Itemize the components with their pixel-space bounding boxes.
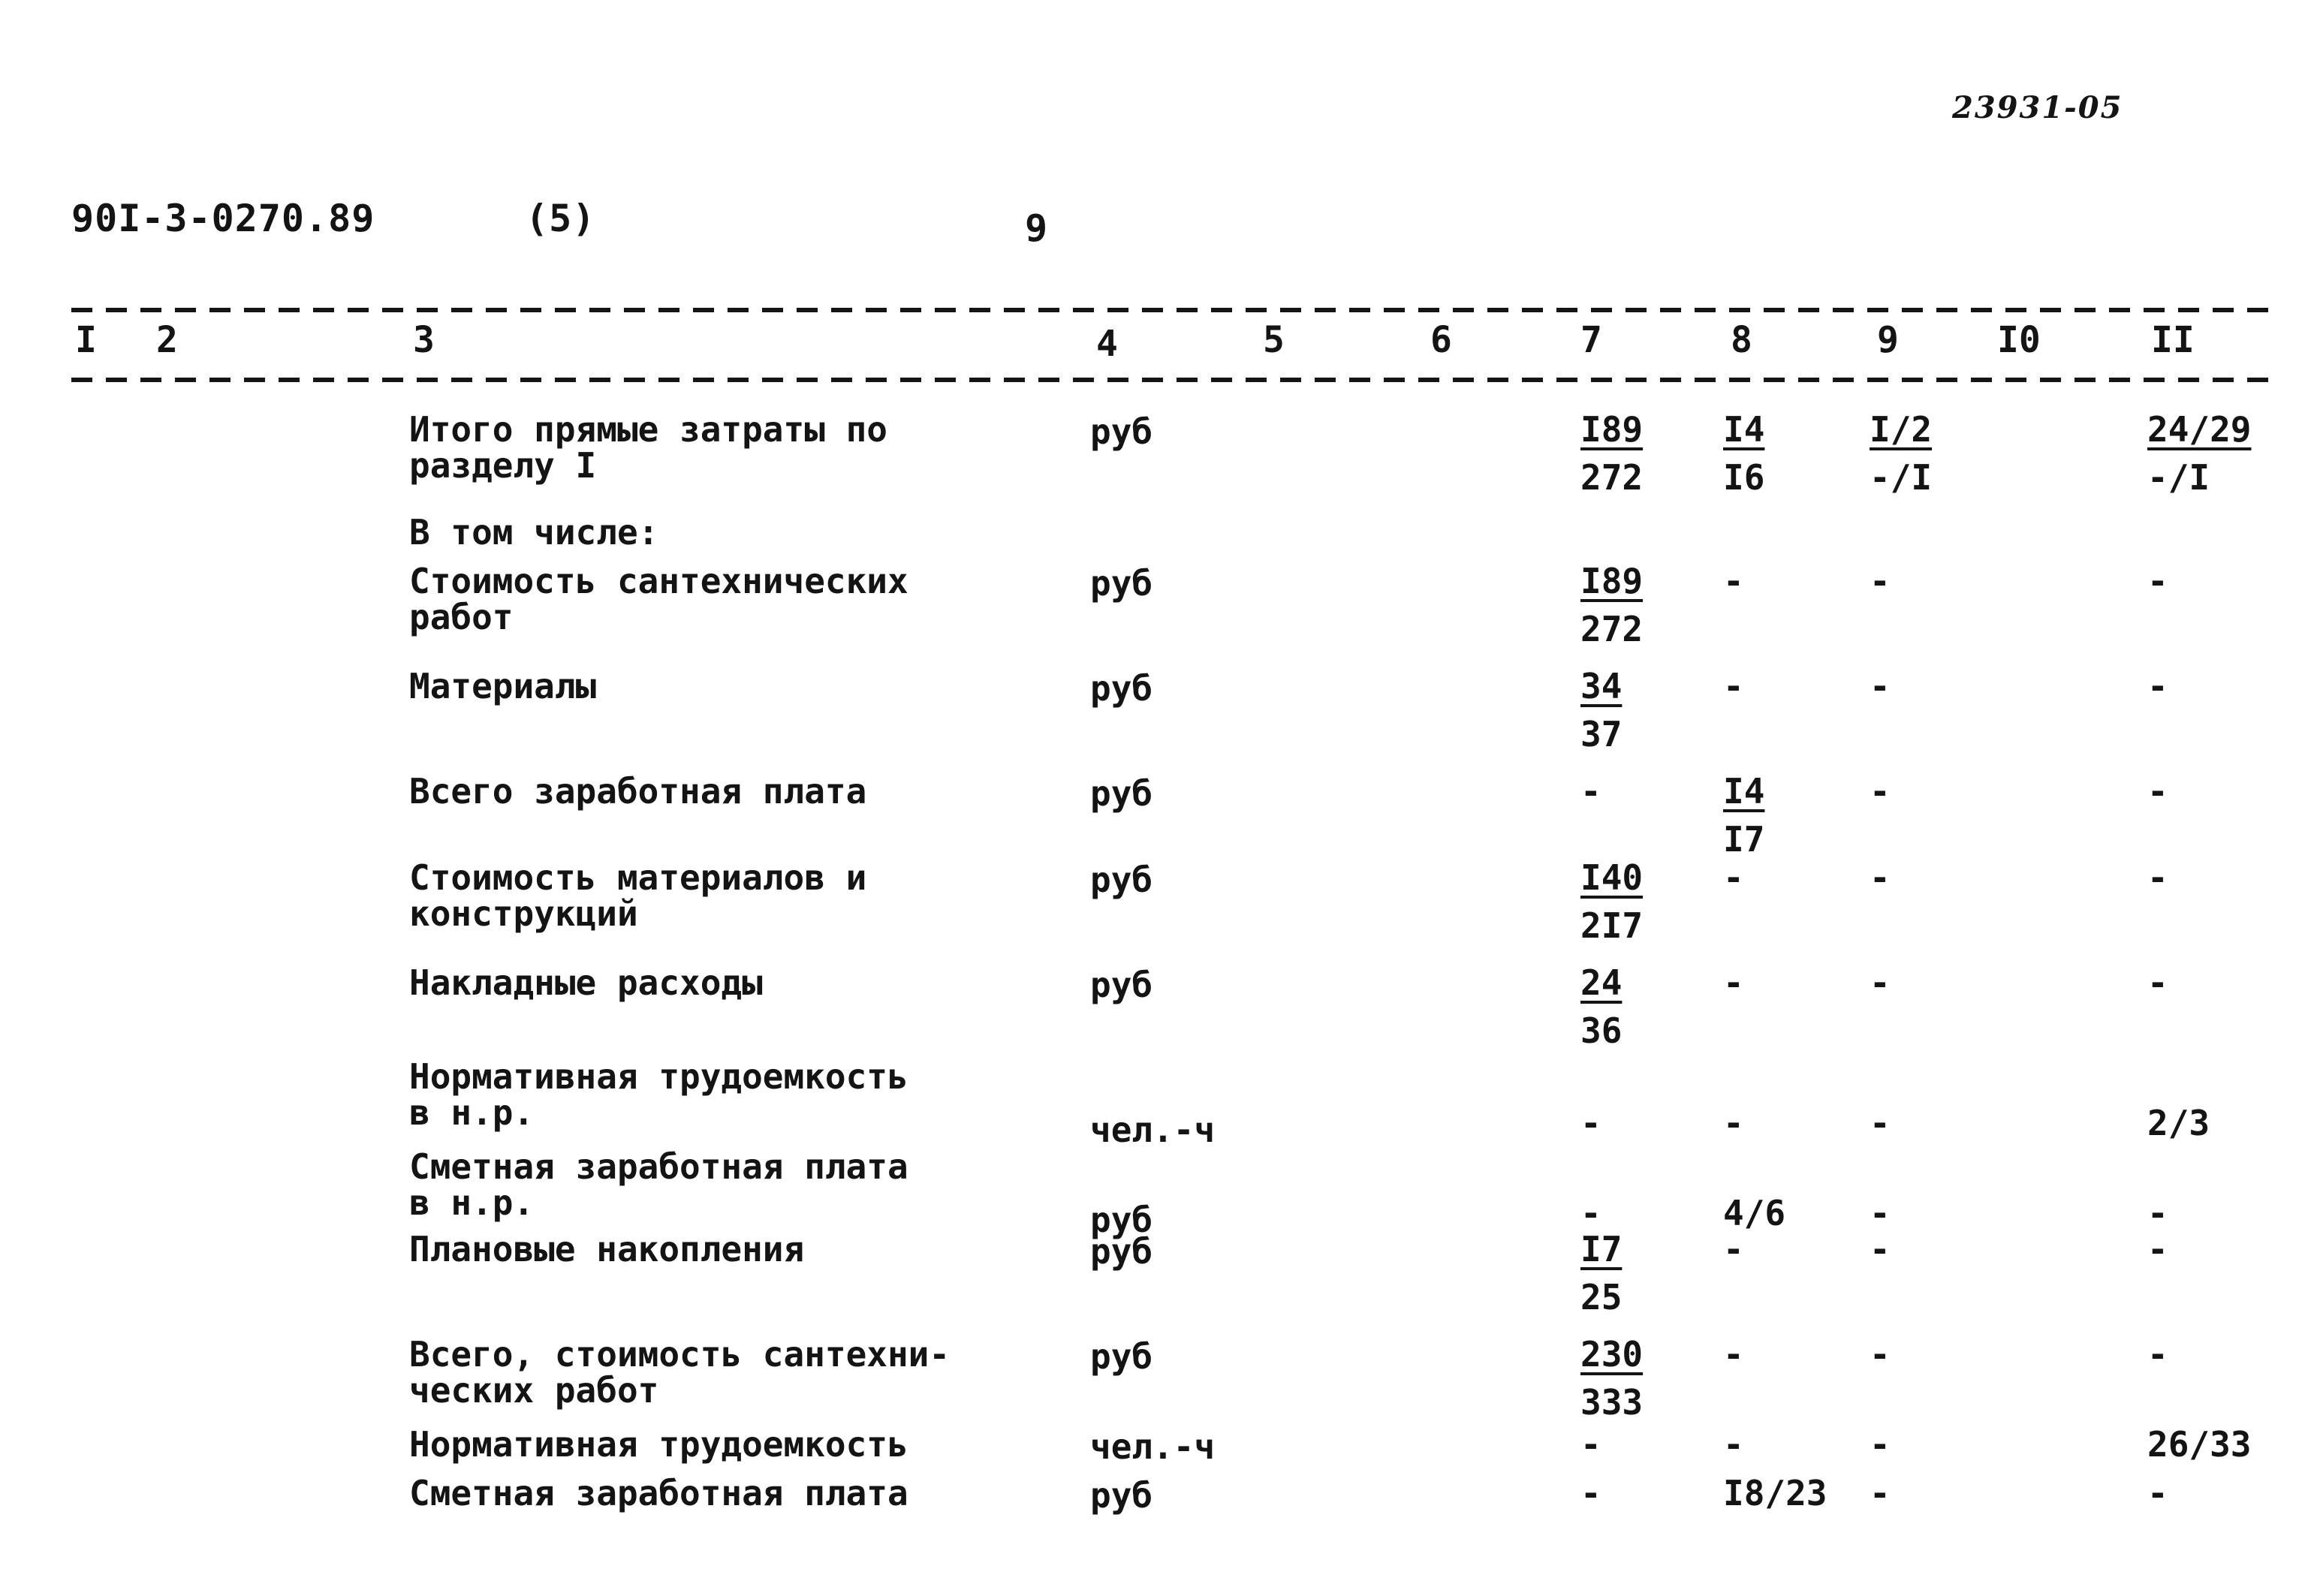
column-number: I (75, 319, 97, 361)
column-number: I0 (1997, 319, 2041, 361)
table-row (0, 962, 2305, 1055)
table-row (0, 1475, 2305, 1565)
value-cell-7 (1580, 557, 1643, 653)
value-cell-8: - (1723, 1229, 1744, 1269)
value-cell-11: - (2147, 771, 2168, 812)
column-number: 8 (1731, 319, 1752, 361)
unit-cell: руб (1090, 1336, 1153, 1377)
value-cell-9: - (1870, 666, 1891, 706)
value-cell-8: - (1723, 857, 1744, 898)
table-row (0, 411, 2305, 501)
unit-cell: руб (1090, 860, 1153, 900)
value-cell-11: - (2147, 857, 2168, 898)
value-cell-9: - (1870, 1334, 1891, 1375)
table-row (0, 773, 2305, 863)
column-number: 5 (1263, 319, 1285, 361)
row-label: Нормативная трудоемкость (409, 1424, 908, 1465)
row-label: Стоимость материалов и конструкций (409, 857, 867, 934)
fraction-numerator: 34 (1580, 666, 1623, 706)
value-cell-11: - (2147, 1334, 2168, 1375)
value-cell-11: 2/3 (2147, 1103, 2210, 1143)
fraction-numerator: 24/29 (2147, 409, 2252, 450)
column-number: 7 (1580, 319, 1602, 361)
unit-cell: руб (1090, 773, 1153, 814)
value-cell-7 (1580, 959, 1622, 1055)
row-label: Накладные расходы (409, 962, 763, 1003)
value-cell-8: - (1723, 962, 1744, 1003)
value-cell-9: - (1870, 771, 1891, 812)
value-cell-11: - (2147, 1193, 2168, 1233)
row-label: Нормативная трудоемкость в н.р. (409, 1056, 908, 1133)
value-cell-9: - (1870, 962, 1891, 1003)
unit-cell: руб (1090, 1231, 1153, 1272)
unit-cell: чел.-ч (1090, 1110, 1216, 1150)
unit-cell: руб (1090, 563, 1153, 604)
fraction-numerator: 230 (1580, 1334, 1644, 1375)
unit-cell: руб (1090, 668, 1153, 709)
fraction-denominator: -/I (1870, 457, 1933, 498)
fraction-numerator: I7 (1580, 1229, 1623, 1269)
fraction-numerator: I89 (1580, 409, 1644, 450)
fraction-denominator: I6 (1723, 457, 1765, 498)
value-cell-7 (1580, 1330, 1643, 1426)
value-cell-9: - (1870, 1229, 1891, 1269)
value-cell-8 (1723, 767, 1764, 863)
part-number: (5) (526, 197, 596, 240)
value-cell-9: - (1870, 561, 1891, 601)
value-cell-9: - (1870, 1424, 1891, 1465)
value-cell-8: 4/6 (1723, 1193, 1786, 1233)
unit-cell: руб (1090, 965, 1153, 1005)
row-label: Всего, стоимость сантехни- ческих работ (409, 1334, 951, 1411)
fraction-denominator: I7 (1723, 819, 1765, 860)
column-number: 9 (1877, 319, 1899, 361)
row-label: Сметная заработная плата (409, 1473, 908, 1513)
row-label: Итого прямые затраты по разделу I (409, 409, 887, 486)
fraction-numerator: I89 (1580, 561, 1644, 601)
value-cell-11: - (2147, 962, 2168, 1003)
value-cell-11: - (2147, 666, 2168, 706)
column-number: 6 (1430, 319, 1452, 361)
value-cell-8: - (1723, 1334, 1744, 1375)
table-row (0, 857, 2305, 950)
fraction-denominator: 2I7 (1580, 905, 1644, 946)
row-label: Плановые накопления (409, 1229, 805, 1269)
table-row (0, 1336, 2305, 1426)
value-cell-9: - (1870, 1103, 1891, 1143)
header-dashed-rule (71, 378, 2271, 382)
unit-cell: руб (1090, 1200, 1153, 1240)
table-row (0, 1231, 2305, 1321)
row-label: В том числе: (409, 512, 659, 553)
fraction-numerator: I40 (1580, 857, 1644, 898)
column-number: 2 (156, 319, 178, 361)
column-number: 4 (1096, 323, 1118, 365)
table-row (0, 1146, 2305, 1240)
fraction-denominator: 272 (1580, 457, 1644, 498)
value-cell-8: - (1723, 1103, 1744, 1143)
value-cell-7: - (1580, 1424, 1601, 1465)
value-cell-8 (1723, 405, 1764, 501)
document-code: 90I-3-0270.89 (71, 197, 375, 240)
fraction-denominator: 272 (1580, 609, 1644, 649)
value-cell-7: - (1580, 1193, 1601, 1233)
value-cell-8: - (1723, 666, 1744, 706)
value-cell-7 (1580, 662, 1622, 758)
value-cell-7 (1580, 854, 1643, 950)
fraction-denominator: 25 (1580, 1277, 1623, 1317)
value-cell-11: - (2147, 561, 2168, 601)
value-cell-7: - (1580, 1473, 1601, 1513)
value-cell-7: - (1580, 771, 1601, 812)
value-cell-8: - (1723, 1424, 1744, 1465)
fraction-numerator: I/2 (1870, 409, 1933, 450)
column-number: II (2151, 319, 2195, 361)
fraction-denominator: 36 (1580, 1010, 1623, 1051)
table-row (0, 668, 2305, 758)
value-cell-8: - (1723, 561, 1744, 601)
table-row (0, 563, 2305, 653)
table-row (0, 1058, 2305, 1149)
row-label: Всего заработная плата (409, 771, 867, 812)
unit-cell: руб (1090, 411, 1153, 452)
fraction-numerator: I4 (1723, 771, 1765, 812)
page-number: 9 (1025, 206, 1049, 250)
value-cell-9: - (1870, 1473, 1891, 1513)
fraction-denominator: 37 (1580, 714, 1623, 754)
handwritten-archive-number: 23931-05 (1952, 90, 2123, 125)
value-cell-7: - (1580, 1103, 1601, 1143)
unit-cell: чел.-ч (1090, 1426, 1216, 1467)
fraction-numerator: I4 (1723, 409, 1765, 450)
value-cell-11: - (2147, 1473, 2168, 1513)
fraction-denominator: -/I (2147, 457, 2210, 498)
top-dashed-rule (71, 308, 2271, 312)
value-cell-11: 26/33 (2147, 1424, 2252, 1465)
fraction-denominator: 333 (1580, 1382, 1644, 1423)
value-cell-9 (1870, 405, 1932, 501)
fraction-numerator: 24 (1580, 962, 1623, 1003)
value-cell-8: I8/23 (1723, 1473, 1827, 1513)
row-label: Материалы (409, 666, 597, 706)
value-cell-7 (1580, 405, 1643, 501)
row-label: Сметная заработная плата в н.р. (409, 1146, 908, 1223)
row-label: Стоимость сантехнических работ (409, 561, 908, 637)
value-cell-7 (1580, 1225, 1622, 1321)
value-cell-9: - (1870, 857, 1891, 898)
value-cell-9: - (1870, 1193, 1891, 1233)
value-cell-11: - (2147, 1229, 2168, 1269)
value-cell-11 (2147, 405, 2251, 501)
column-number: 3 (413, 319, 435, 361)
unit-cell: руб (1090, 1475, 1153, 1516)
